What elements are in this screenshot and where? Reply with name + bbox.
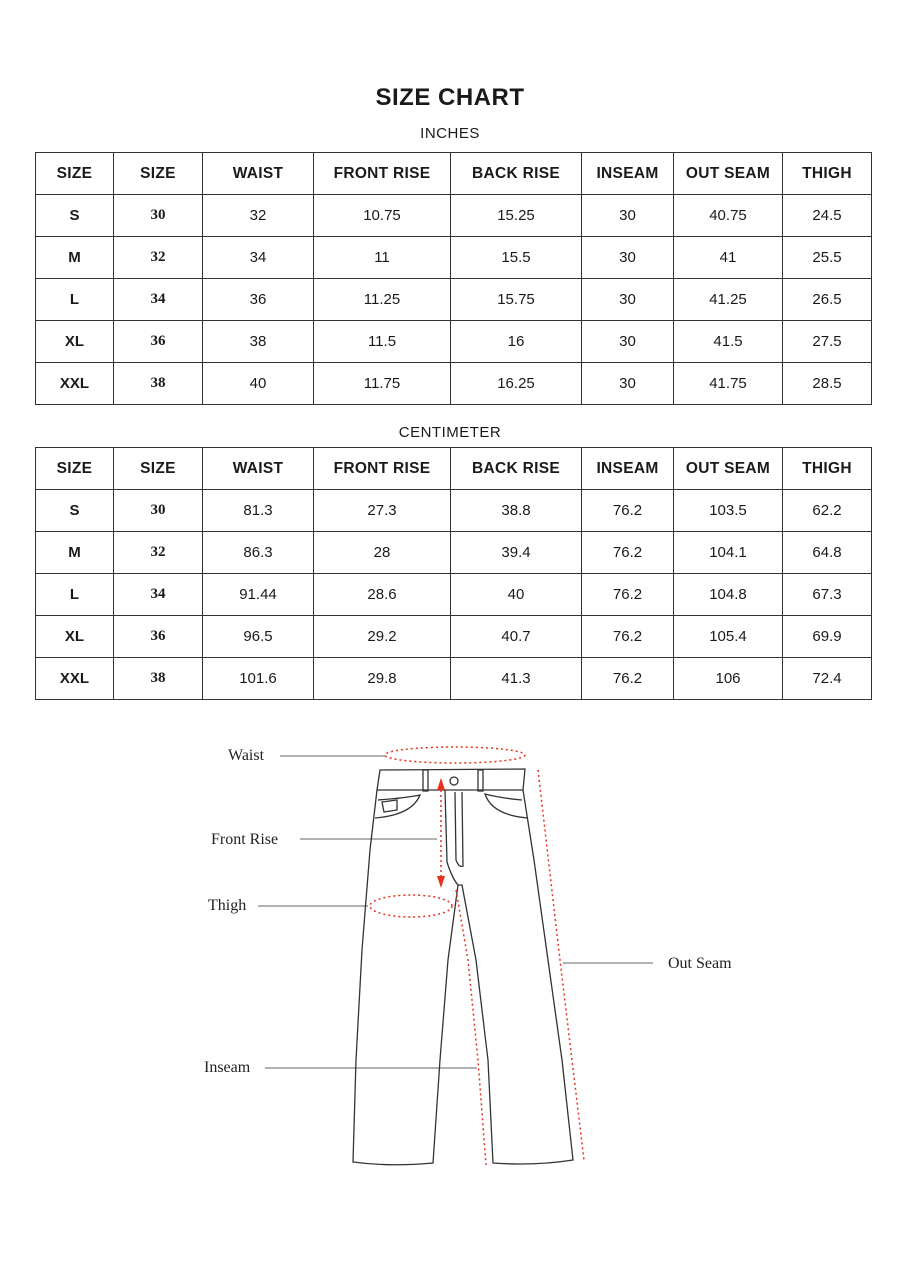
table-cell: XL (36, 321, 114, 363)
table-cell: 41.3 (451, 658, 582, 700)
column-header: SIZE (36, 448, 114, 490)
thigh-measure (370, 895, 452, 917)
table-header-row (36, 153, 872, 195)
table-cell: 38 (114, 658, 203, 700)
table-cell: 36 (114, 321, 203, 363)
table-cell: 76.2 (582, 616, 674, 658)
table-cell: 34 (114, 279, 203, 321)
table-cell: 32 (114, 532, 203, 574)
table-cell: 41.25 (674, 279, 783, 321)
table-cell: 24.5 (783, 195, 872, 237)
table-cell: 40 (451, 574, 582, 616)
table-cell: 15.25 (451, 195, 582, 237)
table-cell: 11 (314, 237, 451, 279)
table-cell: 72.4 (783, 658, 872, 700)
table-cell: 62.2 (783, 490, 872, 532)
table-cell: 104.1 (674, 532, 783, 574)
table-cell: 16 (451, 321, 582, 363)
table-cell: 34 (203, 237, 314, 279)
button-icon (450, 777, 458, 785)
table-row (36, 279, 872, 321)
table-cell: 32 (114, 237, 203, 279)
table-row (36, 321, 872, 363)
table-cell: 28.5 (783, 363, 872, 405)
table-cell: 38 (114, 363, 203, 405)
table-row (36, 616, 872, 658)
column-header: FRONT RISE (314, 448, 451, 490)
table-row (36, 658, 872, 700)
table-cell: S (36, 195, 114, 237)
column-header: INSEAM (582, 448, 674, 490)
table-cell: XXL (36, 658, 114, 700)
thigh-label: Thigh (208, 897, 247, 914)
table-cell: 26.5 (783, 279, 872, 321)
table-cell: 15.75 (451, 279, 582, 321)
right-leg (458, 790, 573, 1164)
inches-table (35, 152, 872, 405)
column-header: THIGH (783, 153, 872, 195)
table-cell: 30 (582, 321, 674, 363)
table-row (36, 532, 872, 574)
column-header: FRONT RISE (314, 153, 451, 195)
table-cell: 30 (582, 363, 674, 405)
table-cell: 106 (674, 658, 783, 700)
table-cell: 39.4 (451, 532, 582, 574)
table-cell: 36 (114, 616, 203, 658)
column-header: OUT SEAM (674, 153, 783, 195)
table-cell: 34 (114, 574, 203, 616)
belt-loop-right (478, 770, 483, 791)
table-cell: 27.3 (314, 490, 451, 532)
table-cell: 30 (114, 490, 203, 532)
table-cell: XL (36, 616, 114, 658)
table-cell: 104.8 (674, 574, 783, 616)
fly-placket (455, 792, 463, 866)
table-cell: 41 (674, 237, 783, 279)
table-row (36, 237, 872, 279)
measurement-guides (370, 747, 584, 1165)
table-cell: M (36, 237, 114, 279)
table-cell: 36 (203, 279, 314, 321)
column-header: THIGH (783, 448, 872, 490)
table-header-row (36, 448, 872, 490)
table-cell: 38 (203, 321, 314, 363)
pants-outline (353, 769, 573, 1165)
inches-subtitle: INCHES (420, 125, 480, 142)
centimeter-subtitle: CENTIMETER (398, 424, 502, 441)
arrow-up-icon (437, 778, 445, 790)
centimeter-table (35, 447, 872, 700)
table-cell: 69.9 (783, 616, 872, 658)
coin-pocket (382, 800, 397, 812)
front-rise-label: Front Rise (211, 831, 279, 848)
column-header: BACK RISE (451, 448, 582, 490)
left-leg (353, 790, 458, 1165)
table-cell: 38.8 (451, 490, 582, 532)
table-cell: 103.5 (674, 490, 783, 532)
column-header: SIZE (114, 448, 203, 490)
table-cell: L (36, 574, 114, 616)
table-cell: 86.3 (203, 532, 314, 574)
column-header: INSEAM (582, 153, 674, 195)
table-cell: 15.5 (451, 237, 582, 279)
table-cell: 28.6 (314, 574, 451, 616)
table-cell: 105.4 (674, 616, 783, 658)
table-cell: 30 (582, 195, 674, 237)
column-header: OUT SEAM (674, 448, 783, 490)
table-cell: 41.5 (674, 321, 783, 363)
inseam-label: Inseam (204, 1059, 251, 1076)
waist-label: Waist (228, 747, 265, 764)
table-cell: 96.5 (203, 616, 314, 658)
table-cell: 30 (114, 195, 203, 237)
table-cell: 11.25 (314, 279, 451, 321)
table-cell: 76.2 (582, 490, 674, 532)
column-header: WAIST (203, 153, 314, 195)
table-cell: 32 (203, 195, 314, 237)
table-cell: 67.3 (783, 574, 872, 616)
table-cell: 76.2 (582, 658, 674, 700)
table-cell: 76.2 (582, 574, 674, 616)
column-header: BACK RISE (451, 153, 582, 195)
page-title: SIZE CHART (375, 84, 525, 111)
table-cell: 64.8 (783, 532, 872, 574)
table-cell: 29.8 (314, 658, 451, 700)
table-cell: M (36, 532, 114, 574)
out-seam-measure (538, 770, 584, 1160)
table-row (36, 490, 872, 532)
table-cell: 40 (203, 363, 314, 405)
table-cell: 30 (582, 237, 674, 279)
table-cell: 29.2 (314, 616, 451, 658)
table-cell: 41.75 (674, 363, 783, 405)
arrow-down-icon (437, 876, 445, 888)
waist-measure (385, 747, 525, 763)
table-cell: 16.25 (451, 363, 582, 405)
table-cell: 11.5 (314, 321, 451, 363)
right-pocket (485, 794, 528, 818)
table-cell: 11.75 (314, 363, 451, 405)
belt-loop-left (423, 770, 428, 791)
table-cell: S (36, 490, 114, 532)
column-header: SIZE (36, 153, 114, 195)
table-cell: 81.3 (203, 490, 314, 532)
table-row (36, 363, 872, 405)
table-cell: 76.2 (582, 532, 674, 574)
column-header: WAIST (203, 448, 314, 490)
pants-measurement-diagram (0, 700, 900, 1200)
out-seam-label: Out Seam (668, 955, 732, 972)
table-cell: 28 (314, 532, 451, 574)
table-cell: L (36, 279, 114, 321)
table-cell: 40.7 (451, 616, 582, 658)
table-cell: 40.75 (674, 195, 783, 237)
table-cell: 25.5 (783, 237, 872, 279)
table-row (36, 195, 872, 237)
table-cell: 101.6 (203, 658, 314, 700)
table-cell: 30 (582, 279, 674, 321)
column-header: SIZE (114, 153, 203, 195)
table-cell: 91.44 (203, 574, 314, 616)
table-cell: 27.5 (783, 321, 872, 363)
table-cell: 10.75 (314, 195, 451, 237)
table-row (36, 574, 872, 616)
table-cell: XXL (36, 363, 114, 405)
